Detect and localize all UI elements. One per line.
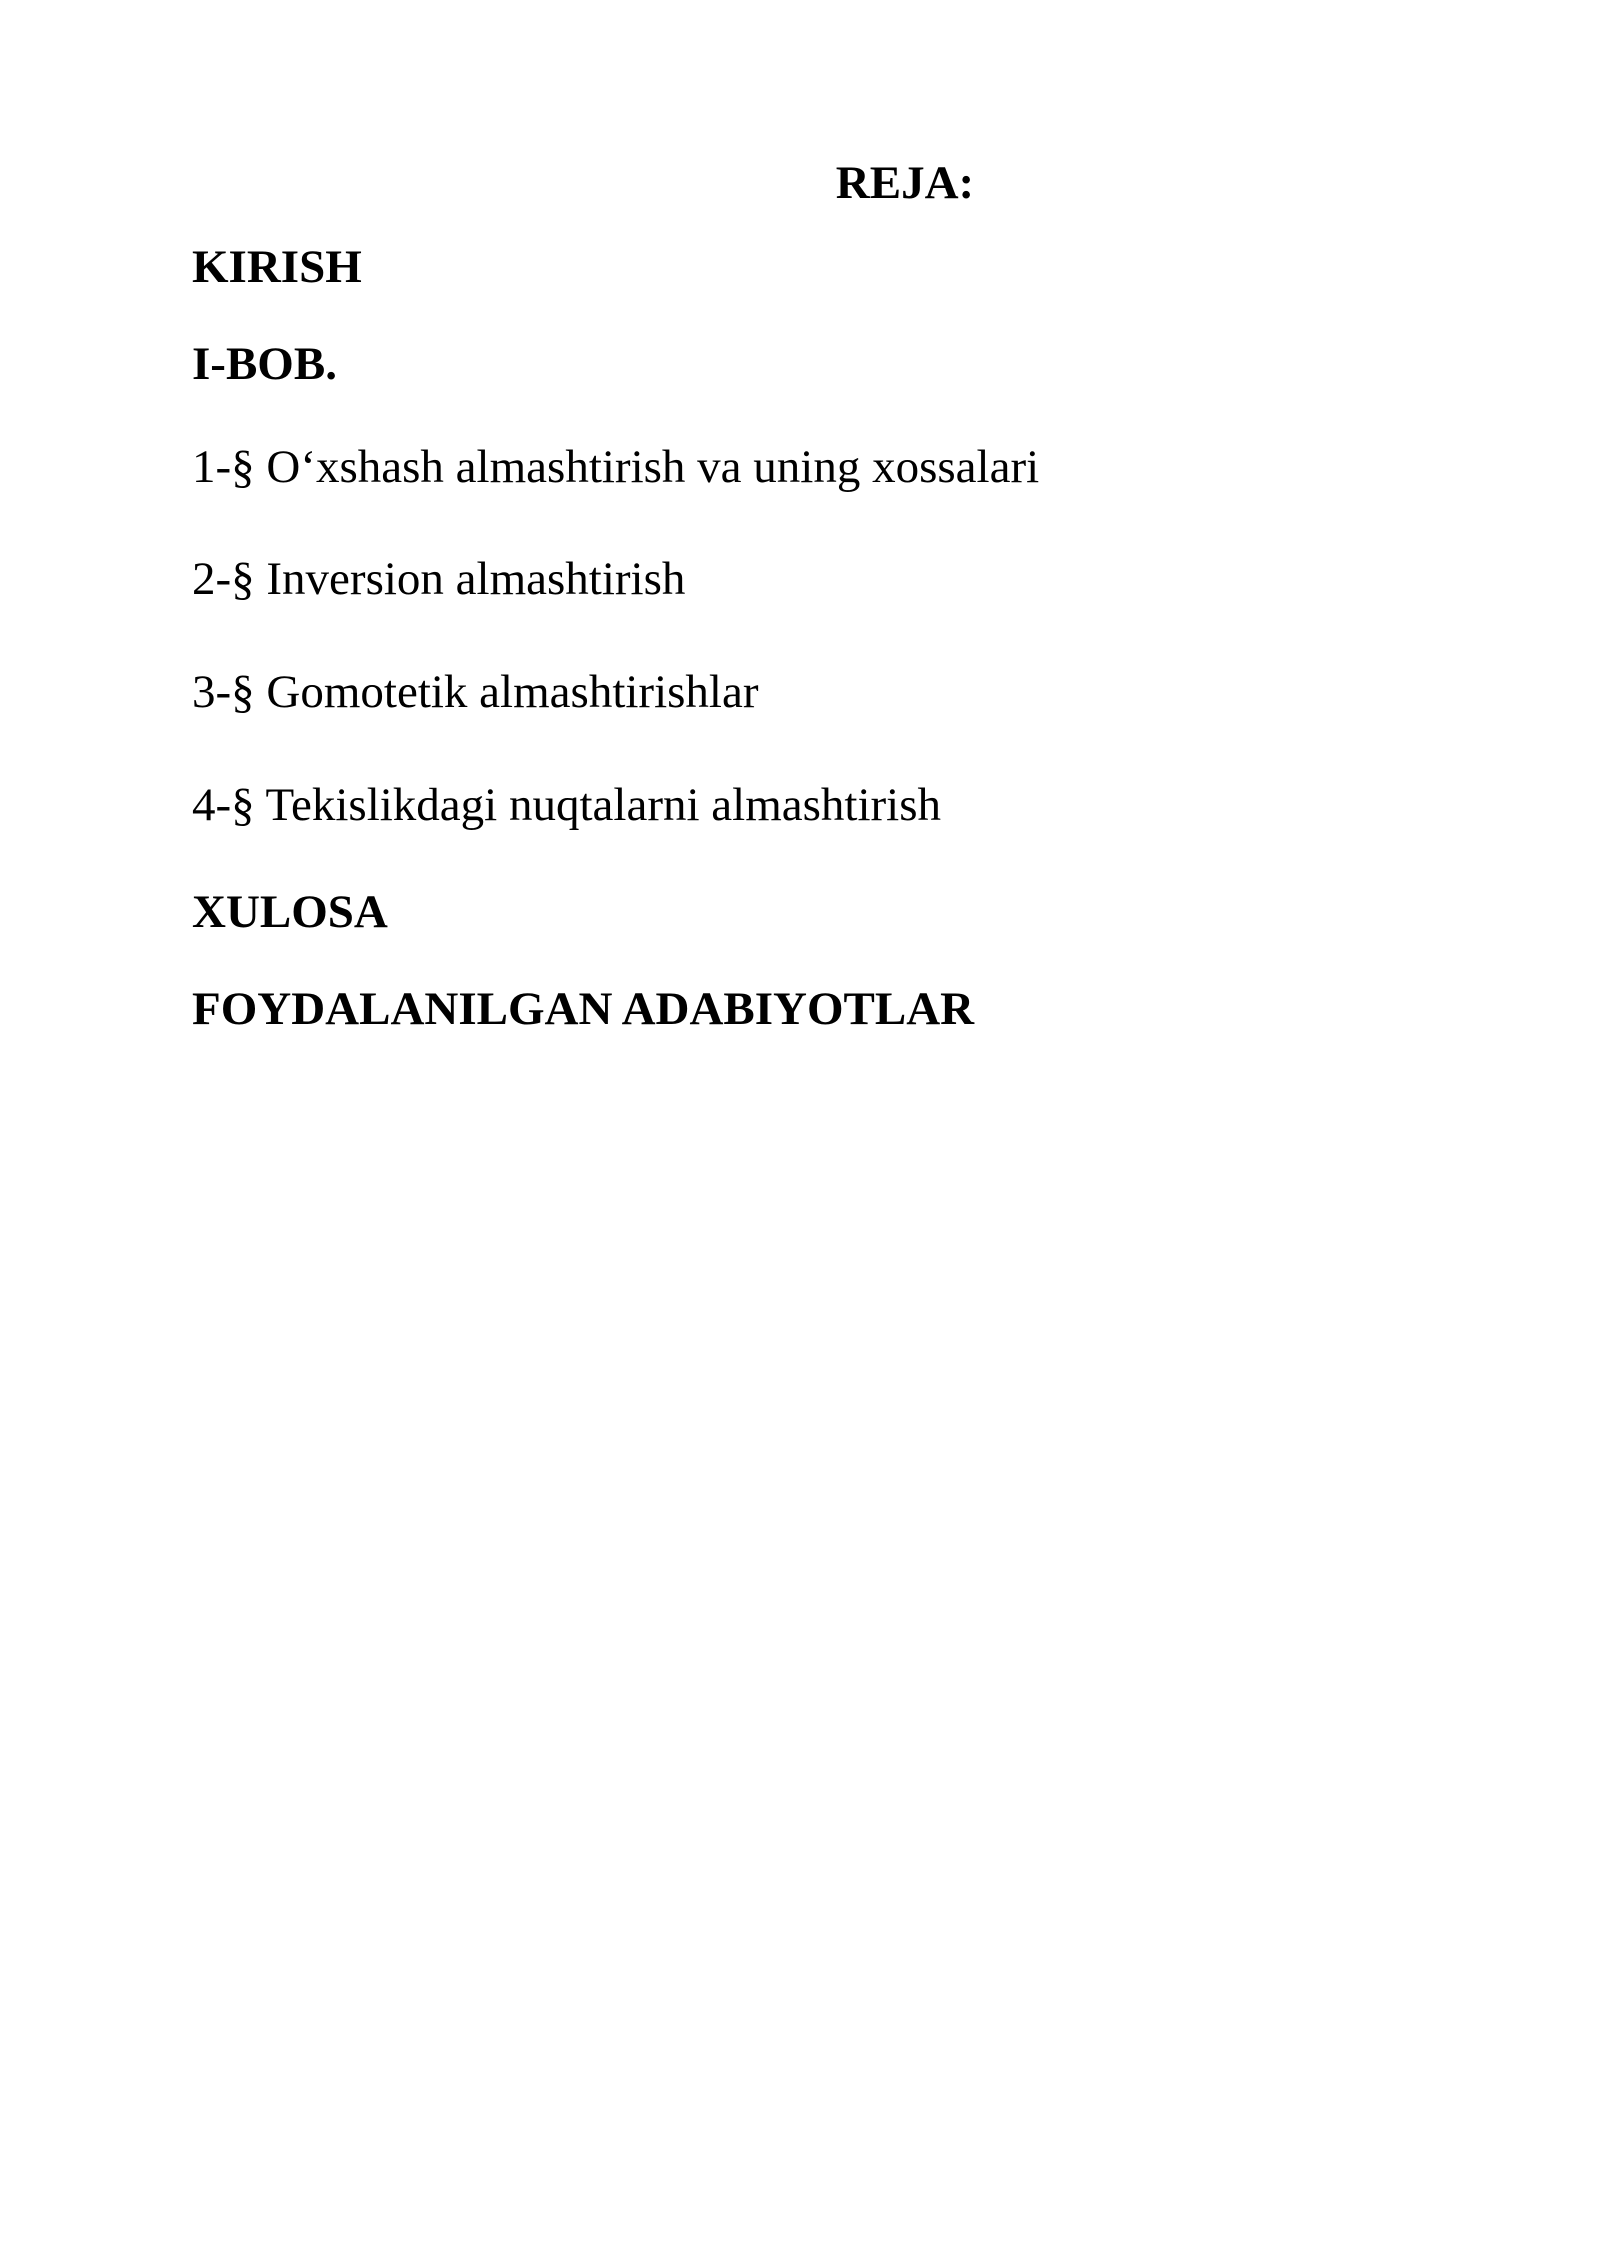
page-title: REJA:	[835, 157, 975, 209]
toc-item-section-4: 4-§ Tekislikdagi nuqtalarni almashtirish	[192, 779, 942, 831]
toc-item-section-2: 2-§ Inversion almashtirish	[192, 553, 686, 605]
toc-item-section-3: 3-§ Gomotetik almashtirishlar	[192, 666, 759, 718]
toc-item-references: FOYDALANILGAN ADABIYOTLAR	[192, 983, 975, 1035]
toc-item-xulosa: XULOSA	[192, 886, 388, 938]
toc-item-kirish: KIRISH	[192, 241, 362, 293]
toc-item-section-1: 1-§ O‘xshash almashtirish va uning xossalari	[192, 441, 1040, 493]
toc-item-chapter-one: I-BOB.	[192, 338, 337, 390]
